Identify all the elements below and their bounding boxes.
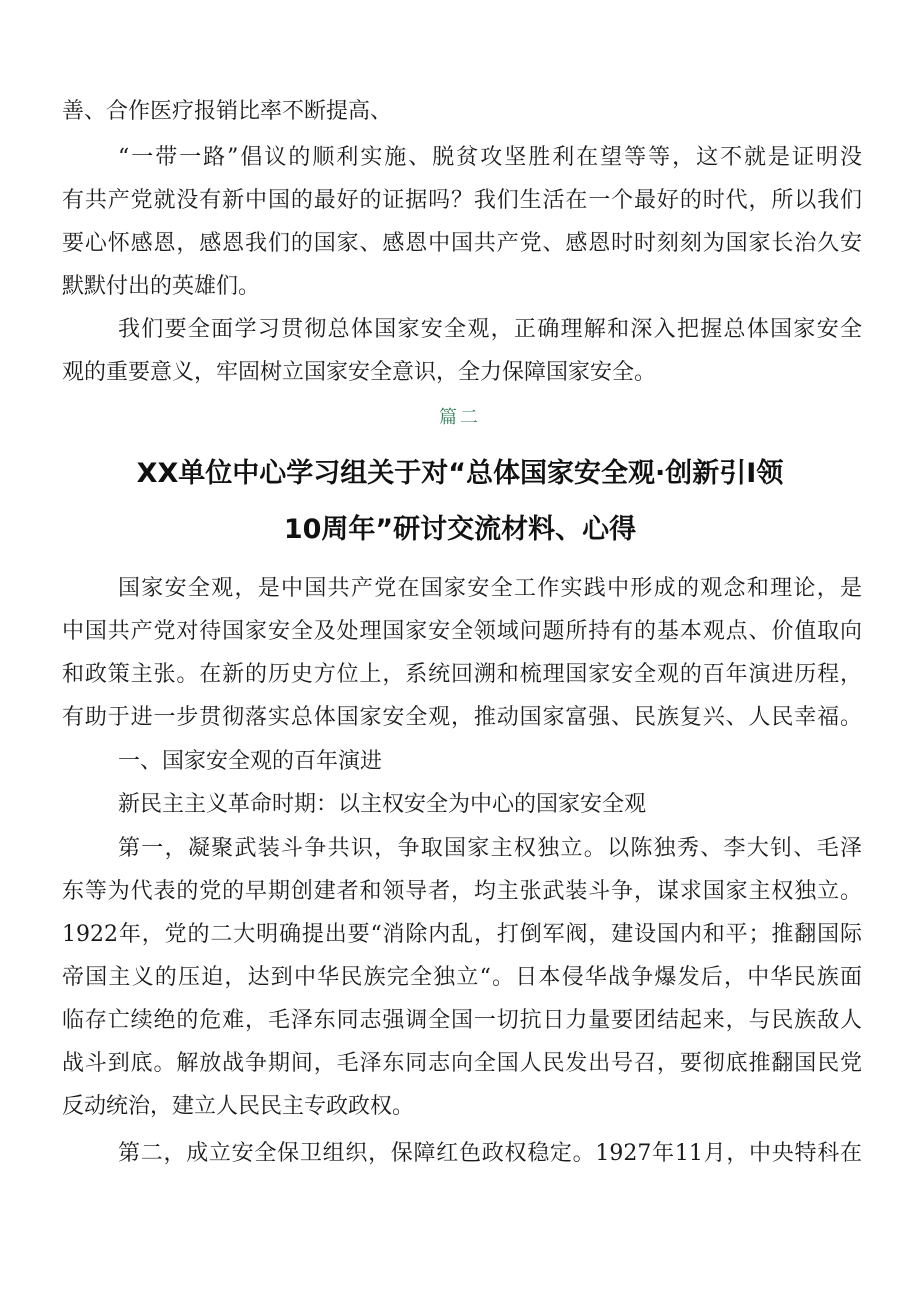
document-title-line-1: XX单位中心学习组关于对“总体国家安全观·创新引I领 bbox=[136, 458, 784, 489]
paragraph-line: 观的重要意义，牢固树立国家安全意识，全力保障国家安全。 bbox=[62, 360, 657, 385]
section-heading: 一、国家安全观的百年演进 bbox=[118, 749, 383, 774]
section-label: 篇二 bbox=[439, 407, 481, 428]
paragraph-line: “一带一路”倡议的顺利实施、脱贫攻坚胜利在望等等，这不就是证明没 bbox=[118, 145, 862, 170]
paragraph-line: 中国共产党对待国家安全及处理国家安全领域问题所持有的基本观点、价值取向 bbox=[62, 619, 862, 644]
paragraph-line: 和政策主张。在新的历史方位上，系统回溯和梳理国家安全观的百年演进历程， bbox=[62, 662, 862, 687]
subsection-heading: 新民主主义革命时期：以主权安全为中心的国家安全观 bbox=[118, 792, 647, 817]
document-title-line-2: 10周年”研讨交流材料、心得 bbox=[283, 514, 637, 545]
paragraph-line: 1922年，党的二大明确提出要“消除内乱，打倒军阀，建设国内和平；推翻国际 bbox=[62, 922, 862, 947]
paragraph-line: 有共产党就没有新中国的最好的证据吗？我们生活在一个最好的时代，所以我们 bbox=[62, 188, 862, 213]
paragraph-line: 第一，凝聚武装斗争共识，争取国家主权独立。以陈独秀、李大钊、毛泽 bbox=[118, 836, 862, 861]
paragraph-continuation-line: 善、合作医疗报销比率不断提高、 bbox=[62, 99, 393, 124]
paragraph-line: 东等为代表的党的早期创建者和领导者，均主张武装斗争，谋求国家主权独立。 bbox=[62, 879, 862, 904]
paragraph-line: 默默付出的英雄们。 bbox=[62, 274, 261, 299]
paragraph-line: 有助于进一步贯彻落实总体国家安全观，推动国家富强、民族复兴、人民幸福。 bbox=[62, 705, 862, 730]
paragraph-line: 临存亡续绝的危难，毛泽东同志强调全国一切抗日力量要团结起来，与民族敌人 bbox=[62, 1008, 862, 1033]
paragraph-line: 第二，成立安全保卫组织，保障红色政权稳定。1927年11月，中央特科在 bbox=[118, 1141, 862, 1166]
paragraph-line: 要心怀感恩，感恩我们的国家、感恩中国共产党、感恩时时刻刻为国家长治久安 bbox=[62, 231, 862, 256]
paragraph-line: 国家安全观，是中国共产党在国家安全工作实践中形成的观念和理论，是 bbox=[118, 576, 862, 601]
paragraph-line: 我们要全面学习贯彻总体国家安全观，正确理解和深入把握总体国家安全 bbox=[118, 317, 862, 342]
paragraph-line: 战斗到底。解放战争期间，毛泽东同志向全国人民发出号召，要彻底推翻国民党 bbox=[62, 1051, 862, 1076]
paragraph-line: 帝国主义的压迫，达到中华民族完全独立“。日本侵华战争爆发后，中华民族面 bbox=[62, 965, 862, 990]
paragraph-line: 反动统治，建立人民民主专政政权。 bbox=[62, 1094, 415, 1119]
